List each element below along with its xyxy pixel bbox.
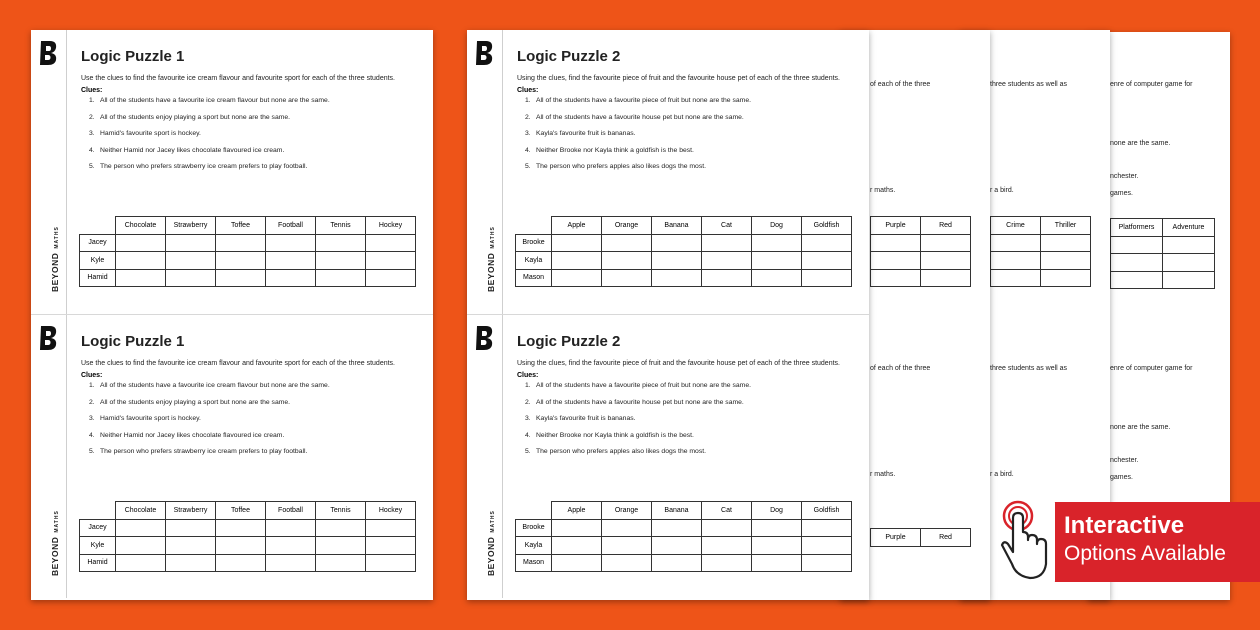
beyond-logo-icon	[39, 40, 59, 66]
grid-cell[interactable]	[316, 554, 366, 572]
worksheet-copy	[467, 30, 869, 314]
brand-wordmark: BEYONDMATHS	[50, 510, 60, 576]
clue-item: 3. Kayla's favourite fruit is bananas.	[525, 130, 636, 137]
badge-subtitle: Options Available	[1064, 542, 1226, 565]
grid-header: Orange	[602, 502, 652, 520]
logic-grid	[515, 501, 852, 572]
brand-wordmark: BEYONDMATHS	[486, 226, 496, 292]
grid-cell[interactable]	[166, 234, 216, 252]
grid-cell[interactable]	[166, 554, 216, 572]
grid-cell[interactable]	[216, 519, 266, 537]
sheet3-grid-fragment	[870, 528, 971, 547]
grid-cell[interactable]	[702, 269, 752, 287]
grid-header: Toffee	[216, 502, 266, 520]
clue-item: 5. The person who prefers strawberry ice cream prefers to play football.	[89, 448, 308, 455]
grid-header: Hockey	[366, 217, 416, 235]
grid-header: Adventure	[1163, 219, 1215, 237]
grid-row-label: Kyle	[80, 252, 116, 270]
grid-header: Strawberry	[166, 502, 216, 520]
worksheet-sidebar	[467, 30, 503, 314]
grid-cell[interactable]	[116, 537, 166, 555]
grid-row-label: Kyle	[80, 537, 116, 555]
grid-cell[interactable]	[602, 252, 652, 270]
grid-cell[interactable]	[266, 252, 316, 270]
clue-item: 1. All of the students have a favourite ice cream flavour but none are the same.	[89, 97, 330, 104]
sheet3-clue-fragment: r maths.	[870, 187, 896, 194]
grid-header: Football	[266, 502, 316, 520]
grid-header: Red	[921, 217, 971, 235]
grid-cell[interactable]	[752, 519, 802, 537]
clue-item: 4. Neither Hamid nor Jacey likes chocolate flavoured ice cream.	[89, 431, 285, 439]
clues-heading: Clues:	[517, 87, 539, 94]
clue-item: 3. Hamid's favourite sport is hockey.	[89, 415, 201, 422]
sheet4-intro-fragment: three students as well as	[990, 365, 1068, 372]
grid-header: Crime	[991, 217, 1041, 235]
sheet5-grid-fragment	[1110, 218, 1215, 289]
grid-cell[interactable]	[652, 554, 702, 572]
grid-header: Purple	[871, 529, 921, 547]
grid-row-label: Kayla	[516, 537, 552, 555]
badge-title: Interactive	[1064, 512, 1185, 539]
grid-row-label: Brooke	[516, 519, 552, 537]
worksheet-instructions: Using the clues, find the favourite piece of fruit and the favourite house pet of each of the three students.	[517, 360, 840, 367]
clue-item: 4. Neither Brooke nor Kayla think a goldfish is the best.	[525, 146, 694, 154]
clue-item: 3. Hamid's favourite sport is hockey.	[89, 130, 201, 137]
logic-grid	[79, 216, 416, 287]
grid-row-label: Mason	[516, 554, 552, 572]
sheet4-clue-fragment: r a bird.	[990, 471, 1014, 478]
grid-cell[interactable]	[552, 252, 602, 270]
grid-cell[interactable]	[552, 269, 602, 287]
grid-row-label: Brooke	[516, 234, 552, 252]
sheet5-intro-fragment: enre of computer game for	[1110, 81, 1193, 88]
grid-row-label: Mason	[516, 269, 552, 287]
clue-item: 5. The person who prefers apples also likes dogs the most.	[525, 163, 707, 170]
grid-header: Orange	[602, 217, 652, 235]
worksheet-sidebar	[31, 315, 67, 598]
grid-cell[interactable]	[602, 269, 652, 287]
sheet4-intro-fragment: three students as well as	[990, 81, 1068, 88]
worksheet-title: Logic Puzzle 1	[81, 48, 185, 65]
clue-list	[81, 97, 417, 180]
grid-header: Banana	[652, 217, 702, 235]
worksheet-sidebar	[31, 30, 67, 314]
grid-header: Platformers	[1111, 219, 1163, 237]
grid-cell[interactable]	[316, 234, 366, 252]
grid-cell[interactable]	[216, 269, 266, 287]
grid-cell[interactable]	[116, 252, 166, 270]
grid-header: Tennis	[316, 502, 366, 520]
grid-cell[interactable]	[752, 554, 802, 572]
worksheet-instructions: Use the clues to find the favourite ice cream flavour and favourite sport for each of the three students.	[81, 360, 396, 367]
grid-header: Dog	[752, 217, 802, 235]
grid-header: Goldfish	[802, 502, 852, 520]
grid-cell[interactable]	[702, 554, 752, 572]
grid-header: Red	[921, 529, 971, 547]
grid-cell[interactable]	[752, 537, 802, 555]
clues-heading: Clues:	[81, 372, 103, 379]
grid-cell[interactable]	[602, 519, 652, 537]
sheet4-grid-fragment	[990, 216, 1091, 287]
clue-item: 4. Neither Brooke nor Kayla think a goldfish is the best.	[525, 431, 694, 439]
grid-cell[interactable]	[116, 269, 166, 287]
grid-cell[interactable]	[116, 554, 166, 572]
grid-cell[interactable]	[116, 519, 166, 537]
grid-row-label: Jacey	[80, 234, 116, 252]
grid-cell[interactable]	[602, 554, 652, 572]
grid-header: Chocolate	[116, 217, 166, 235]
clue-item: 1. All of the students have a favourite ice cream flavour but none are the same.	[89, 382, 330, 389]
clues-heading: Clues:	[517, 372, 539, 379]
sheet3-intro-fragment: of each of the three	[870, 365, 931, 372]
sheet3-intro-fragment: of each of the three	[870, 81, 931, 88]
grid-row-label: Hamid	[80, 269, 116, 287]
grid-header: Dog	[752, 502, 802, 520]
grid-header: Goldfish	[802, 217, 852, 235]
grid-cell[interactable]	[802, 252, 852, 270]
interactive-options-badge[interactable]	[996, 498, 1260, 586]
grid-cell[interactable]	[216, 234, 266, 252]
clue-item: 4. Neither Hamid nor Jacey likes chocolate flavoured ice cream.	[89, 146, 285, 154]
grid-cell[interactable]	[366, 519, 416, 537]
worksheet-puzzle-2	[467, 30, 869, 600]
grid-cell[interactable]	[366, 554, 416, 572]
worksheet-copy	[467, 314, 869, 598]
grid-cell[interactable]	[702, 234, 752, 252]
grid-row-label: Jacey	[80, 519, 116, 537]
grid-cell[interactable]	[652, 252, 702, 270]
clue-item: 1. All of the students have a favourite piece of fruit but none are the same.	[525, 382, 751, 389]
grid-cell[interactable]	[752, 252, 802, 270]
grid-cell[interactable]	[652, 537, 702, 555]
brand-wordmark: BEYONDMATHS	[486, 510, 496, 576]
grid-cell[interactable]	[552, 519, 602, 537]
grid-cell[interactable]	[602, 234, 652, 252]
sheet5-clue-fragment: games.	[1110, 190, 1133, 197]
grid-row-label: Kayla	[516, 252, 552, 270]
grid-cell[interactable]	[266, 537, 316, 555]
clue-item: 5. The person who prefers strawberry ice cream prefers to play football.	[89, 163, 308, 170]
grid-header: Strawberry	[166, 217, 216, 235]
grid-cell[interactable]	[216, 252, 266, 270]
grid-cell[interactable]	[552, 234, 602, 252]
grid-cell[interactable]	[366, 252, 416, 270]
grid-header: Apple	[552, 502, 602, 520]
clue-item: 2. All of the students have a favourite house pet but none are the same.	[525, 398, 744, 406]
sheet5-clue-fragment: none are the same.	[1110, 424, 1171, 431]
grid-cell[interactable]	[802, 537, 852, 555]
worksheet-instructions: Use the clues to find the favourite ice cream flavour and favourite sport for each of the three students.	[81, 75, 396, 82]
clue-list	[81, 382, 417, 465]
sheet5-intro-fragment: enre of computer game for	[1110, 365, 1193, 372]
worksheet-puzzle-1	[31, 30, 433, 600]
clue-list	[517, 97, 853, 180]
grid-cell[interactable]	[366, 537, 416, 555]
beyond-logo-icon	[475, 40, 495, 66]
logic-grid	[515, 216, 852, 287]
sheet5-clue-fragment: none are the same.	[1110, 140, 1171, 147]
grid-cell[interactable]	[316, 519, 366, 537]
sheet3-clue-fragment: r maths.	[870, 471, 896, 478]
grid-cell[interactable]	[802, 234, 852, 252]
grid-cell[interactable]	[316, 269, 366, 287]
grid-header: Cat	[702, 502, 752, 520]
grid-cell[interactable]	[802, 554, 852, 572]
grid-cell[interactable]	[652, 234, 702, 252]
grid-header: Apple	[552, 217, 602, 235]
grid-cell[interactable]	[166, 537, 216, 555]
sheet4-clue-fragment: r a bird.	[990, 187, 1014, 194]
grid-header: Toffee	[216, 217, 266, 235]
grid-cell[interactable]	[266, 269, 316, 287]
grid-cell[interactable]	[266, 519, 316, 537]
grid-cell[interactable]	[166, 269, 216, 287]
worksheet-title: Logic Puzzle 2	[517, 48, 621, 65]
clue-list	[517, 382, 853, 465]
clues-heading: Clues:	[81, 87, 103, 94]
grid-cell[interactable]	[166, 252, 216, 270]
grid-cell[interactable]	[366, 234, 416, 252]
grid-cell[interactable]	[116, 234, 166, 252]
grid-cell[interactable]	[752, 234, 802, 252]
grid-cell[interactable]	[702, 252, 752, 270]
clue-item: 5. The person who prefers apples also likes dogs the most.	[525, 448, 707, 455]
worksheet-instructions: Using the clues, find the favourite piece of fruit and the favourite house pet of each of the three students.	[517, 75, 840, 82]
grid-cell[interactable]	[702, 519, 752, 537]
grid-cell[interactable]	[752, 269, 802, 287]
grid-cell[interactable]	[166, 519, 216, 537]
clue-item: 2. All of the students enjoy playing a sport but none are the same.	[89, 398, 291, 406]
clue-item: 1. All of the students have a favourite piece of fruit but none are the same.	[525, 97, 751, 104]
grid-cell[interactable]	[802, 519, 852, 537]
grid-cell[interactable]	[366, 269, 416, 287]
grid-cell[interactable]	[602, 537, 652, 555]
grid-header: Football	[266, 217, 316, 235]
grid-header: Cat	[702, 217, 752, 235]
sheet3-grid-fragment	[870, 216, 971, 287]
worksheet-copy	[31, 30, 433, 314]
clue-item: 2. All of the students enjoy playing a sport but none are the same.	[89, 113, 291, 121]
grid-cell[interactable]	[702, 537, 752, 555]
clue-item: 2. All of the students have a favourite house pet but none are the same.	[525, 113, 744, 121]
sheet5-clue-fragment: games.	[1110, 474, 1133, 481]
grid-row-label: Hamid	[80, 554, 116, 572]
grid-cell[interactable]	[316, 252, 366, 270]
beyond-logo-icon	[475, 325, 495, 351]
brand-wordmark: BEYONDMATHS	[50, 226, 60, 292]
worksheet-title: Logic Puzzle 2	[517, 333, 621, 350]
grid-cell[interactable]	[266, 554, 316, 572]
beyond-logo-icon	[39, 325, 59, 351]
grid-header: Chocolate	[116, 502, 166, 520]
worksheet-title: Logic Puzzle 1	[81, 333, 185, 350]
grid-cell[interactable]	[216, 537, 266, 555]
grid-header: Thriller	[1041, 217, 1091, 235]
grid-header: Tennis	[316, 217, 366, 235]
worksheet-sidebar	[467, 315, 503, 598]
grid-header: Hockey	[366, 502, 416, 520]
sheet5-clue-fragment: nchester.	[1110, 457, 1139, 464]
grid-cell[interactable]	[316, 537, 366, 555]
logic-grid	[79, 501, 416, 572]
sheet5-clue-fragment: nchester.	[1110, 173, 1139, 180]
grid-cell[interactable]	[216, 554, 266, 572]
grid-cell[interactable]	[552, 554, 602, 572]
worksheet-copy	[31, 314, 433, 598]
grid-cell[interactable]	[266, 234, 316, 252]
grid-header: Purple	[871, 217, 921, 235]
grid-header: Banana	[652, 502, 702, 520]
grid-cell[interactable]	[802, 269, 852, 287]
grid-cell[interactable]	[552, 537, 602, 555]
clue-item: 3. Kayla's favourite fruit is bananas.	[525, 415, 636, 422]
grid-cell[interactable]	[652, 269, 702, 287]
grid-cell[interactable]	[652, 519, 702, 537]
tap-hand-icon	[996, 498, 1056, 586]
